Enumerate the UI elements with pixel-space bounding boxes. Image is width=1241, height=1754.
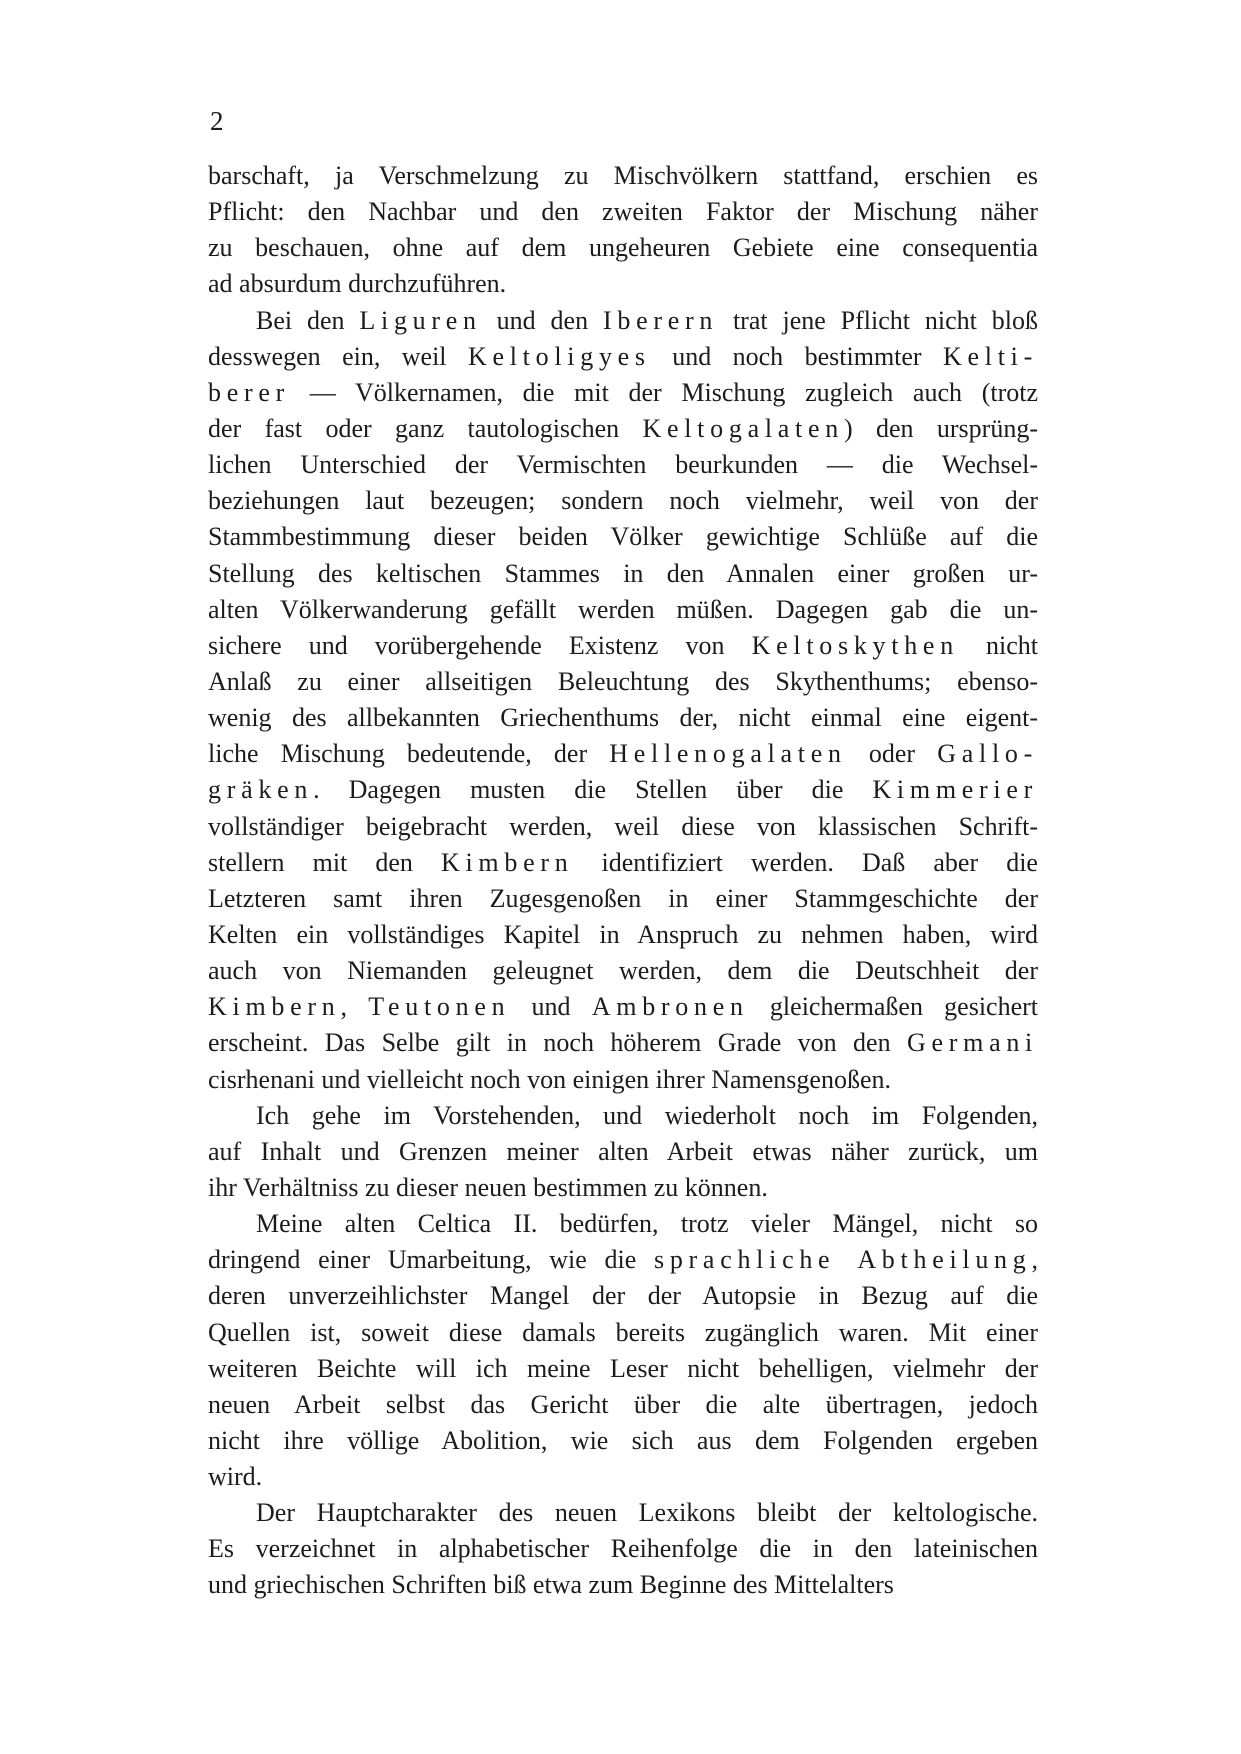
- text-run: Quellen ist, soweit diese damals bereits zugänglich waren. Mit einer: [208, 1317, 1038, 1347]
- text-line: [208, 1351, 1038, 1387]
- text-line: [208, 1098, 1038, 1134]
- text-run: Stammbestimmung dieser beiden Völker gewichtige Schlüße auf die: [208, 522, 1038, 552]
- text-run: wird.: [208, 1462, 263, 1492]
- spaced-emphasis: Keltogalaten: [642, 413, 844, 443]
- text-run: lichen Unterschied der Vermischten beurkunden — die Wechsel-: [208, 450, 1038, 480]
- spaced-emphasis: Kimbern: [208, 992, 341, 1022]
- spaced-emphasis: Liguren: [359, 305, 482, 335]
- text-run: auch von Niemanden geleugnet werden, dem die Deutschheit der: [208, 956, 1038, 986]
- text-run: erscheint. Das Selbe gilt in noch höherem Grade von den: [208, 1028, 907, 1058]
- text-line: [208, 809, 1038, 845]
- text-run: ,: [1031, 1245, 1039, 1275]
- text-run: — Völkernamen, die mit der Mischung zugleich auch (trotz: [290, 377, 1038, 407]
- text-line: [208, 989, 1038, 1025]
- text-run: Kelten ein vollständiges Kapitel in Anspruch zu nehmen haben, wird: [208, 919, 1038, 949]
- text-line: [208, 664, 1038, 700]
- text-run: Meine alten Celtica II. bedürfen, trotz vieler Mängel, nicht so: [256, 1209, 1038, 1239]
- spaced-emphasis: Keltoskythen: [751, 630, 959, 660]
- text-run: Der Hauptcharakter des neuen Lexikons bleibt der keltologische.: [256, 1498, 1038, 1528]
- text-line: [208, 1206, 1038, 1242]
- spaced-emphasis: sprachliche Abtheilung: [654, 1245, 1032, 1275]
- text-line: [208, 556, 1038, 592]
- text-run: nicht ihre völlige Abolition, wie sich aus dem Folgenden ergeben: [208, 1425, 1038, 1455]
- spaced-emphasis: Ambronen: [591, 992, 749, 1022]
- text-run: wenig des allbekannten Griechenthums der, nicht einmal eine eigent-: [208, 703, 1038, 733]
- text-line: [208, 628, 1038, 664]
- text-run: dringend einer Umarbeitung, wie die: [208, 1245, 654, 1275]
- text-line: [208, 772, 1038, 808]
- text-run: ,: [340, 992, 369, 1022]
- text-run: Pflicht: den Nachbar und den zweiten Faktor der Mischung näher: [208, 197, 1038, 227]
- text-line: [208, 158, 1038, 194]
- text-run: und noch bestimmter: [650, 341, 944, 371]
- text-run: desswegen ein, weil: [208, 341, 468, 371]
- spaced-emphasis: Kimbern: [440, 847, 574, 877]
- text-run: identifiziert werden. Daß aber die: [573, 847, 1038, 877]
- spaced-emphasis: berer: [208, 377, 290, 407]
- spaced-emphasis: Iberern: [602, 305, 719, 335]
- text-run: vollständiger beigebracht werden, weil diese von klassischen Schrift-: [208, 811, 1038, 841]
- text-line: [208, 194, 1038, 230]
- text-line: [208, 483, 1038, 519]
- text-line: [208, 339, 1038, 375]
- text-run: liche Mischung bedeutende, der: [208, 739, 610, 769]
- text-line: [208, 1423, 1038, 1459]
- spaced-emphasis: Kelti-: [943, 341, 1038, 371]
- text-run: ihr Verhältniss zu dieser neuen bestimmen zu können.: [208, 1172, 768, 1202]
- text-run: Ich gehe im Vorstehenden, und wiederholt noch im Folgenden,: [256, 1100, 1038, 1130]
- text-line: [208, 845, 1038, 881]
- text-line: [208, 1025, 1038, 1061]
- body-text: [208, 158, 1038, 1604]
- text-line: [208, 519, 1038, 555]
- text-run: ) den ursprüng-: [843, 413, 1038, 443]
- text-line: [208, 411, 1038, 447]
- text-run: stellern mit den: [208, 847, 441, 877]
- text-run: oder: [846, 739, 938, 769]
- page-number: 2: [210, 106, 224, 136]
- text-line: [208, 700, 1038, 736]
- spaced-emphasis: Kimmerier: [872, 775, 1038, 805]
- text-run: der fast oder ganz tautologischen: [208, 413, 643, 443]
- spaced-emphasis: Gallo-: [937, 739, 1038, 769]
- text-line: [208, 230, 1038, 266]
- text-line: [208, 375, 1038, 411]
- text-line: [208, 303, 1038, 339]
- text-run: ad absurdum durchzuführen.: [208, 269, 507, 299]
- text-run: auf Inhalt und Grenzen meiner alten Arbeit etwas näher zurück, um: [208, 1136, 1038, 1166]
- text-run: und griechischen Schriften biß etwa zum Beginne des Mittelalters: [208, 1570, 894, 1600]
- text-line: [208, 1531, 1038, 1567]
- text-line: [208, 736, 1038, 772]
- text-run: barschaft, ja Verschmelzung zu Mischvölkern stattfand, erschien es: [208, 161, 1038, 190]
- text-run: Bei den: [256, 305, 360, 335]
- text-line: [208, 1278, 1038, 1314]
- text-run: Stellung des keltischen Stammes in den Annalen einer großen ur-: [208, 558, 1038, 588]
- spaced-emphasis: gräken: [208, 775, 314, 805]
- paragraph: [208, 1495, 1038, 1603]
- text-line: [208, 1387, 1038, 1423]
- text-line: [208, 917, 1038, 953]
- text-run: beziehungen laut bezeugen; sondern noch vielmehr, weil von der: [208, 486, 1038, 516]
- text-run: trat jene Pflicht nicht bloß: [718, 305, 1038, 335]
- paragraph: [208, 303, 1038, 1098]
- spaced-emphasis: Keltoligyes: [467, 341, 651, 371]
- paragraph: [208, 1206, 1038, 1495]
- text-run: cisrhenani und vielleicht noch von einigen ihrer Namensgenoßen.: [208, 1064, 892, 1094]
- text-line: [208, 266, 1038, 302]
- spaced-emphasis: Hellenogalaten: [609, 739, 847, 769]
- text-line: [208, 592, 1038, 628]
- text-line: [208, 1062, 1038, 1098]
- text-line: [208, 1459, 1038, 1495]
- text-line: [208, 1495, 1038, 1531]
- text-run: weiteren Beichte will ich meine Leser nicht behelligen, vielmehr der: [208, 1353, 1038, 1383]
- text-line: [208, 953, 1038, 989]
- paragraph: [208, 158, 1038, 303]
- text-line: [208, 1134, 1038, 1170]
- spaced-emphasis: Germani: [906, 1028, 1038, 1058]
- text-run: sichere und vorübergehende Existenz von: [208, 630, 752, 660]
- text-run: alten Völkerwanderung gefällt werden müßen. Dagegen gab die un-: [208, 594, 1038, 624]
- text-line: [208, 447, 1038, 483]
- text-run: Anlaß zu einer allseitigen Beleuchtung des Skythenthums; ebenso-: [208, 666, 1038, 696]
- text-run: und: [510, 992, 592, 1022]
- text-line: [208, 881, 1038, 917]
- text-run: neuen Arbeit selbst das Gericht über die alte übertragen, jedoch: [208, 1389, 1038, 1419]
- paragraph: [208, 1098, 1038, 1206]
- spaced-emphasis: Teutonen: [368, 992, 511, 1022]
- text-run: Es verzeichnet in alphabetischer Reihenfolge die in den lateinischen: [208, 1534, 1038, 1564]
- text-run: Letzteren samt ihren Zugesgenoßen in einer Stammgeschichte der: [208, 883, 1038, 913]
- text-run: zu beschauen, ohne auf dem ungeheuren Gebiete eine consequentia: [208, 233, 1038, 263]
- text-run: gleichermaßen gesichert: [748, 992, 1039, 1022]
- text-run: deren unverzeihlichster Mangel der der Autopsie in Bezug auf die: [208, 1281, 1038, 1311]
- text-run: nicht: [958, 630, 1039, 660]
- text-line: [208, 1315, 1038, 1351]
- text-line: [208, 1242, 1038, 1278]
- text-run: und den: [481, 305, 603, 335]
- text-line: [208, 1567, 1038, 1603]
- text-line: [208, 1170, 1038, 1206]
- text-run: . Dagegen musten die Stellen über die: [313, 775, 873, 805]
